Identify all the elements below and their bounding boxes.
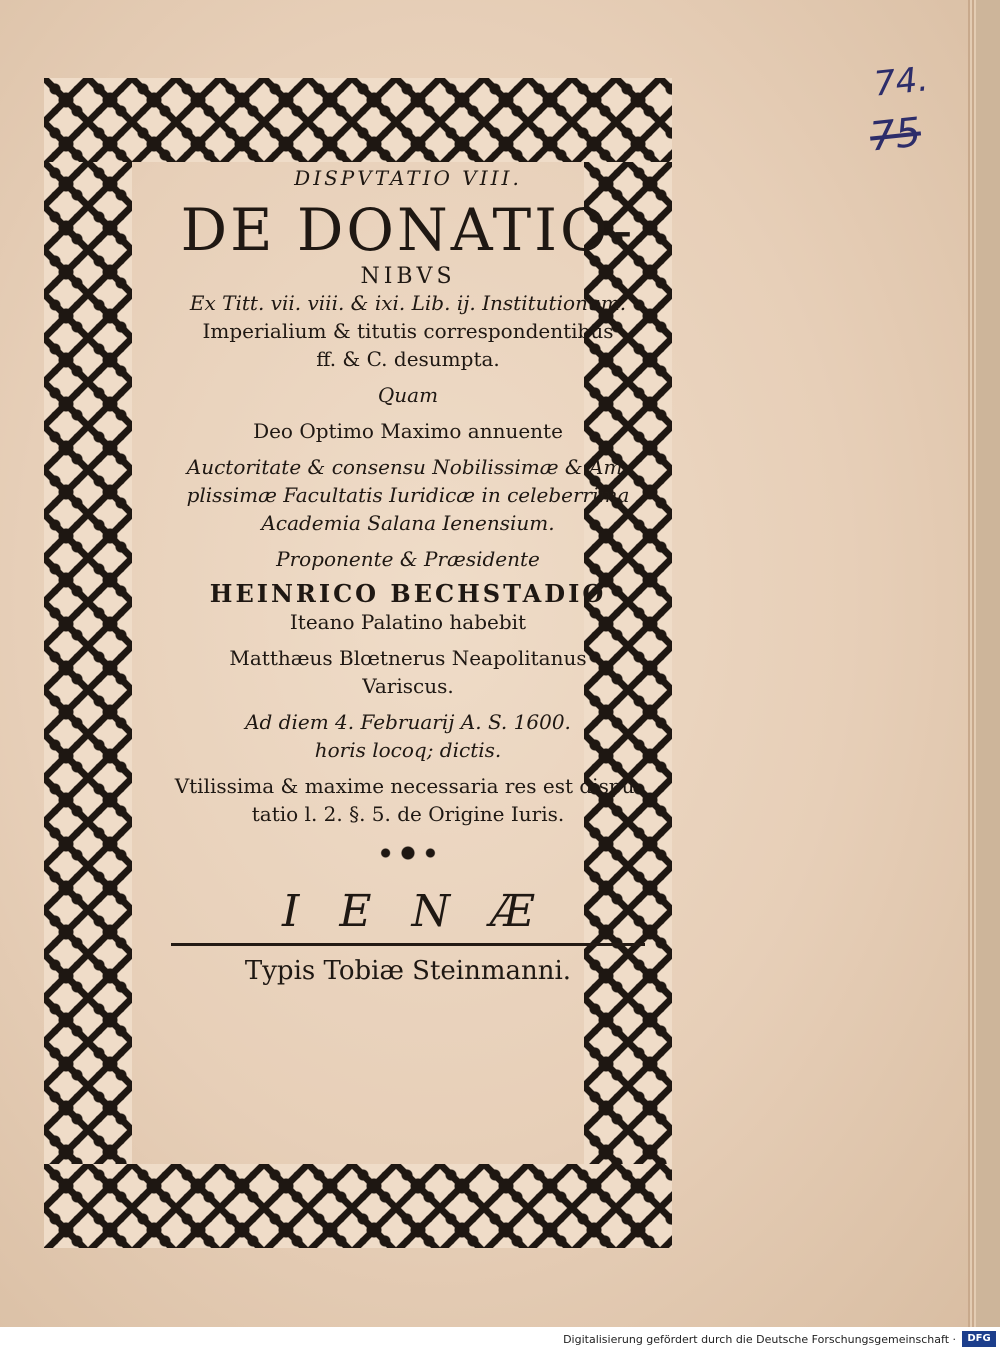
digitization-footer <box>0 1327 1000 1351</box>
imprint-city: IENÆ <box>281 886 575 937</box>
title-text-block <box>134 160 682 986</box>
praeses-name: HEINRICO BECHSTADIO <box>209 579 607 608</box>
text-line: Auctoritate & consensu Nobilissimæ & Am- <box>186 455 630 479</box>
main-title-line2: NIBVS <box>360 264 456 289</box>
text-line: Iteano Palatino habebit <box>289 610 527 634</box>
disputation-number: DISPVTATIO VIII. <box>294 166 522 190</box>
page-edge-stack <box>968 0 976 1327</box>
text-line: tatio l. 2. §. 5. de Origine Iuris. <box>251 802 565 826</box>
dfg-logo: DFG <box>962 1331 996 1347</box>
text-line: Imperialium & titutis correspondentibus <box>202 319 614 343</box>
fleuron-icon <box>376 842 440 864</box>
text-line: Vtilissima & maxime necessaria res est dispu- <box>174 774 642 798</box>
imprint-rule <box>171 943 645 946</box>
border-bottom <box>44 1164 672 1248</box>
text-line: Proponente & Præsidente <box>276 547 540 571</box>
main-title-line1: DE DONATIO- <box>180 196 636 264</box>
border-left <box>44 162 132 1164</box>
border-top <box>44 78 672 162</box>
text-line: Variscus. <box>362 674 454 698</box>
text-line: Academia Salana Ienensium. <box>261 511 555 535</box>
footer-credit: Digitalisierung gefördert durch die Deutsche Forschungsgemeinschaft · <box>563 1333 956 1346</box>
text-line: Quam <box>377 383 439 407</box>
handwritten-number-struck: 75 <box>867 109 924 161</box>
text-line: ff. & C. desumpta. <box>316 347 500 371</box>
date-line: Ad diem 4. Februarij A. S. 1600. <box>245 710 571 734</box>
printer-line: Typis Tobiæ Steinmanni. <box>244 956 572 986</box>
handwritten-number: 74. <box>872 59 931 105</box>
source-line: Ex Titt. vii. viii. & ixi. Lib. ij. Institutionum. <box>189 291 627 315</box>
text-line: Deo Optimo Maximo annuente <box>253 419 563 443</box>
respondent-name: Matthæus Blœtnerus Neapolitanus <box>229 646 587 670</box>
date-line: horis locoq; dictis. <box>314 738 502 762</box>
text-line: plissimæ Facultatis Iuridicæ in celeberrima <box>186 483 630 507</box>
